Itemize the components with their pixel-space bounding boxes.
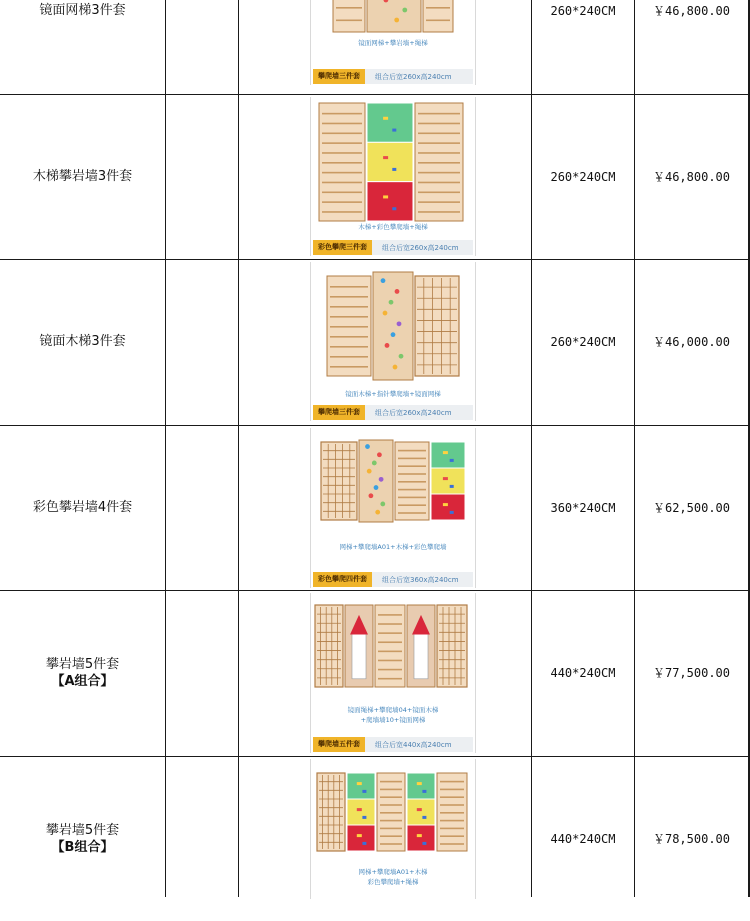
- wall-panel: [431, 494, 465, 520]
- product-illustration: [311, 432, 475, 534]
- ladder-rung: [418, 123, 460, 125]
- ladder-rung: [418, 172, 460, 174]
- ladder-rung: [330, 326, 368, 328]
- ladder-rung: [398, 458, 426, 460]
- caption-line: 网梯+攀爬墙A01+木梯: [358, 868, 428, 876]
- ladder-rung: [322, 133, 362, 135]
- net-ladder-frame: [415, 276, 459, 376]
- product-image-card[interactable]: [310, 759, 476, 899]
- climbing-hold: [397, 321, 402, 326]
- climbing-hold: [389, 300, 394, 305]
- climbing-hold: [377, 452, 382, 457]
- ladder-rung: [398, 504, 426, 506]
- ladder-rung: [418, 142, 460, 144]
- ladder-rung: [440, 789, 464, 791]
- ladder-rung: [330, 306, 368, 308]
- climbing-hold: [383, 117, 388, 120]
- wall-panel: [431, 442, 465, 468]
- product-illustration: [311, 0, 475, 38]
- ladder-rung: [322, 192, 362, 194]
- product-price-cell[interactable]: ￥77,500.00: [652, 666, 731, 680]
- product-name: 彩色攀岩墙4件套: [32, 500, 133, 515]
- climbing-hold: [362, 842, 366, 845]
- house-body: [414, 634, 428, 679]
- product-name: 【B组合】: [51, 839, 114, 855]
- climbing-hold: [394, 18, 399, 23]
- climbing-hold: [417, 834, 422, 837]
- ladder-rung: [322, 172, 362, 174]
- product-name-cell[interactable]: [0, 590, 165, 755]
- ladder-rung: [418, 152, 460, 154]
- product-tag: 彩色攀爬四件套: [313, 572, 372, 587]
- product-tag: 攀爬墙三件套: [313, 405, 365, 420]
- product-price-cell[interactable]: ￥62,500.00: [652, 501, 731, 515]
- product-tag: 彩色攀爬三件套: [313, 240, 372, 255]
- wall-panel: [367, 182, 413, 221]
- climbing-hold: [385, 343, 390, 348]
- climbing-hold: [369, 493, 374, 498]
- ladder-rung: [440, 843, 464, 845]
- product-name-cell[interactable]: [0, 425, 165, 590]
- caption-line: 镜面网梯+攀岩墙+绳梯: [358, 39, 428, 47]
- product-name: 镜面网梯3件套: [39, 3, 126, 18]
- ladder-rung: [440, 796, 464, 798]
- ladder-rung: [380, 796, 402, 798]
- wall-panel: [431, 468, 465, 494]
- ladder-rung: [378, 651, 402, 653]
- climbing-hold: [381, 278, 386, 283]
- climbing-hold: [402, 8, 407, 13]
- ladder-frame: [375, 605, 405, 687]
- product-name-cell[interactable]: [0, 0, 165, 93]
- product-name-cell[interactable]: [0, 94, 165, 259]
- ladder-rung: [398, 489, 426, 491]
- climbing-board: [359, 440, 393, 522]
- ladder-rung: [330, 286, 368, 288]
- product-image-card[interactable]: [310, 428, 476, 588]
- net-ladder-frame: [317, 773, 345, 851]
- product-dimension-note: 组合后宽260x高240cm: [375, 408, 452, 417]
- ladder-rung: [380, 789, 402, 791]
- ladder-rung: [322, 123, 362, 125]
- ladder-rung: [378, 632, 402, 634]
- ladder-rung: [322, 182, 362, 184]
- climbing-hold: [443, 503, 448, 506]
- climbing-hold: [357, 808, 362, 811]
- product-image-card[interactable]: [310, 262, 476, 421]
- wall-panel: [347, 773, 375, 799]
- ladder-rung: [418, 113, 460, 115]
- product-tag: 攀爬墙三件套: [313, 69, 365, 84]
- ladder-rung: [330, 366, 368, 368]
- caption-line: 镜面绳梯+攀爬墙04+镜面木梯: [347, 706, 439, 714]
- product-tag-bar: [313, 405, 473, 420]
- product-price-cell[interactable]: ￥46,000.00: [652, 335, 731, 349]
- product-image-card[interactable]: [310, 0, 476, 85]
- ladder-rung: [322, 142, 362, 144]
- ladder-rung: [330, 316, 368, 318]
- ladder-rung: [398, 497, 426, 499]
- product-illustration: [311, 101, 475, 227]
- climbing-hold: [422, 816, 426, 819]
- ladder-rung: [322, 152, 362, 154]
- ladder-rung: [418, 201, 460, 203]
- climbing-board: [373, 272, 413, 380]
- climbing-hold: [450, 485, 454, 488]
- climbing-hold: [417, 808, 422, 811]
- climbing-hold: [367, 469, 372, 474]
- climbing-hold: [383, 311, 388, 316]
- product-caption: [311, 222, 475, 232]
- ladder-rung: [322, 113, 362, 115]
- product-dimension-note: 组合后宽440x高240cm: [375, 740, 452, 749]
- product-tag: 攀爬墙五件套: [313, 737, 365, 752]
- ladder-rung: [330, 356, 368, 358]
- ladder-rung: [322, 201, 362, 203]
- climbing-hold: [392, 207, 396, 210]
- wall-panel: [347, 825, 375, 851]
- ladder-rung: [418, 211, 460, 213]
- caption-line: +爬墙墙10+镜面网梯: [360, 716, 426, 724]
- ladder-rung: [440, 820, 464, 822]
- product-name: 攀岩墙5件套: [45, 822, 120, 838]
- ladder-rung: [378, 623, 402, 625]
- ladder-rung: [426, 7, 450, 9]
- climbing-hold: [417, 782, 422, 785]
- ladder-rung: [378, 641, 402, 643]
- wall-panel: [367, 142, 413, 181]
- ladder-rung: [380, 843, 402, 845]
- climbing-hold: [362, 790, 366, 793]
- product-tag-bar: [313, 69, 473, 84]
- product-name: 镜面木梯3件套: [39, 334, 126, 349]
- climbing-hold: [391, 332, 396, 337]
- product-price-cell[interactable]: ￥46,800.00: [652, 4, 731, 18]
- net-ladder-frame: [437, 605, 467, 687]
- product-tag-bar: [313, 240, 473, 255]
- climbing-hold: [365, 444, 370, 449]
- product-illustration: [311, 597, 475, 699]
- wall-panel: [407, 799, 435, 825]
- ladder-rung: [322, 162, 362, 164]
- climbing-board: [367, 0, 421, 32]
- ladder-rung: [440, 804, 464, 806]
- climbing-hold: [422, 842, 426, 845]
- climbing-hold: [372, 461, 377, 466]
- product-illustration: [311, 763, 475, 865]
- product-size-cell[interactable]: 260*240CM: [550, 169, 616, 184]
- ladder-rung: [426, 20, 450, 22]
- climbing-hold: [375, 510, 380, 515]
- climbing-hold: [399, 354, 404, 359]
- ladder-rung: [440, 781, 464, 783]
- product-caption: [311, 867, 475, 887]
- ladder-rung: [398, 450, 426, 452]
- wall-panel: [347, 799, 375, 825]
- climbing-hold: [450, 511, 454, 514]
- climbing-hold: [392, 129, 396, 132]
- net-ladder-frame: [321, 442, 357, 520]
- ladder-rung: [378, 660, 402, 662]
- ladder-rung: [418, 162, 460, 164]
- ladder-rung: [440, 835, 464, 837]
- caption-line: 网梯+攀爬墙A01+木梯+彩色攀爬墙: [339, 543, 447, 551]
- climbing-hold: [357, 782, 362, 785]
- ladder-rung: [398, 473, 426, 475]
- product-size-cell[interactable]: 360*240CM: [550, 500, 616, 515]
- ladder-rung: [440, 828, 464, 830]
- ladder-rung: [380, 781, 402, 783]
- climbing-hold: [422, 790, 426, 793]
- column-divider: [165, 0, 166, 897]
- product-name-cell[interactable]: [0, 756, 165, 921]
- wall-panel: [407, 773, 435, 799]
- product-tag-bar: [313, 737, 473, 752]
- product-name: 攀岩墙5件套: [45, 656, 120, 672]
- climbing-hold: [383, 156, 388, 159]
- ladder-rung: [330, 336, 368, 338]
- ladder-rung: [380, 804, 402, 806]
- ladder-rung: [418, 182, 460, 184]
- product-name-cell[interactable]: [0, 259, 165, 424]
- product-name: 【A组合】: [51, 673, 114, 689]
- product-price-cell[interactable]: ￥46,800.00: [652, 170, 731, 184]
- wall-panel: [407, 825, 435, 851]
- ladder-rung: [440, 812, 464, 814]
- product-size-cell[interactable]: 260*240CM: [550, 334, 616, 349]
- climbing-hold: [379, 477, 384, 482]
- house-body: [352, 634, 366, 679]
- product-dimension-note: 组合后宽260x高240cm: [375, 72, 452, 81]
- climbing-hold: [443, 477, 448, 480]
- caption-line: 彩色攀爬墙+绳梯: [367, 878, 419, 886]
- product-image-card[interactable]: [310, 97, 476, 256]
- climbing-hold: [395, 289, 400, 294]
- ladder-rung: [418, 133, 460, 135]
- climbing-hold: [380, 502, 385, 507]
- ladder-rung: [398, 481, 426, 483]
- product-dimension-note: 组合后宽360x高240cm: [382, 575, 459, 584]
- ladder-rung: [398, 465, 426, 467]
- product-caption: [311, 389, 475, 399]
- product-price-cell[interactable]: ￥78,500.00: [652, 832, 731, 846]
- climbing-hold: [383, 195, 388, 198]
- column-divider: [238, 0, 239, 897]
- product-size-cell[interactable]: 440*240CM: [550, 665, 616, 680]
- ladder-rung: [398, 512, 426, 514]
- ladder-rung: [330, 296, 368, 298]
- product-name: 木梯攀岩墙3件套: [32, 169, 133, 184]
- ladder-rung: [380, 835, 402, 837]
- climbing-hold: [450, 459, 454, 462]
- climbing-hold: [392, 168, 396, 171]
- ladder-rung: [336, 20, 362, 22]
- wall-panel: [367, 103, 413, 142]
- ladder-rung: [330, 346, 368, 348]
- ladder-rung: [418, 192, 460, 194]
- ladder-rung: [380, 828, 402, 830]
- product-tag-bar: [313, 572, 473, 587]
- caption-line: 镜面木梯+指针攀爬墙+镜面网梯: [345, 390, 441, 398]
- climbing-hold: [357, 834, 362, 837]
- product-image-card[interactable]: [310, 593, 476, 753]
- product-dimension-note: 组合后宽260x高240cm: [382, 243, 459, 252]
- net-ladder-frame: [315, 605, 343, 687]
- ladder-rung: [378, 669, 402, 671]
- climbing-hold: [393, 365, 398, 370]
- product-caption: [311, 38, 475, 48]
- ladder-rung: [380, 812, 402, 814]
- caption-line: 木梯+彩色攀爬墙+绳梯: [358, 223, 428, 231]
- product-illustration: [311, 266, 475, 390]
- climbing-hold: [374, 485, 379, 490]
- ladder-frame: [423, 0, 453, 32]
- ladder-frame: [333, 0, 365, 32]
- climbing-hold: [443, 451, 448, 454]
- ladder-rung: [378, 678, 402, 680]
- ladder-rung: [380, 820, 402, 822]
- product-caption: [311, 542, 475, 552]
- ladder-rung: [336, 7, 362, 9]
- climbing-hold: [362, 816, 366, 819]
- ladder-rung: [322, 211, 362, 213]
- product-size-cell[interactable]: 260*240CM: [550, 3, 616, 18]
- product-size-cell[interactable]: 440*240CM: [550, 831, 616, 846]
- product-caption: [311, 705, 475, 725]
- ladder-rung: [378, 614, 402, 616]
